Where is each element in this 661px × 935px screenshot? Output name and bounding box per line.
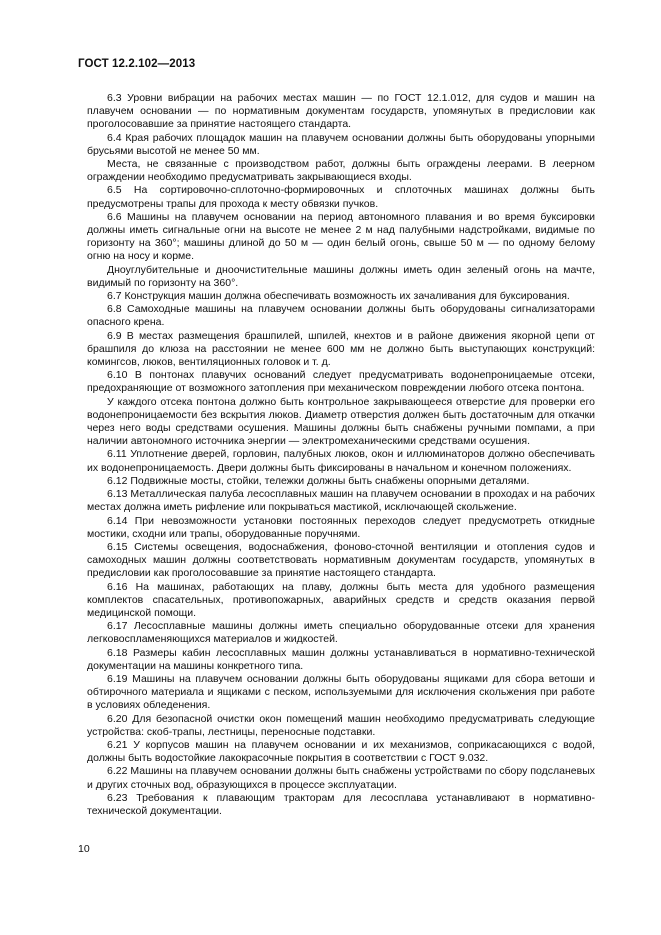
paragraph-6-14: 6.14 При невозможности установки постоянных переходов следует предусмотреть откидные мостики, сходни или трапы, оборудованные поручнями. (87, 514, 595, 540)
paragraph-6-10-compartments: У каждого отсека понтона должно быть контрольное закрывающееся отверстие для проверки его водонепроницаемости без вскрытия люков. Диаметр отверстия должен быть достаточным для откачки через него воды средствами осушения. Машины должны быть снабжены ручными помпами, а при наличии автономного источника энергии — электромеханическими средствами осушения. (87, 395, 595, 448)
page-number: 10 (78, 843, 90, 855)
paragraph-6-11: 6.11 Уплотнение дверей, горловин, палубных люков, окон и иллюминаторов должно обеспечивать их водонепроницаемость. Двери должны быть фиксированы в начальном и конечном положениях. (87, 448, 595, 474)
paragraph-6-4: 6.4 Края рабочих площадок машин на плавучем основании должны быть оборудованы упорными брусьями высотой не менее 50 мм. (87, 131, 595, 157)
paragraph-6-4-railings: Места, не связанные с производством работ, должны быть ограждены леерами. В леерном ограждении необходимо предусматривать закрывающиеся входы. (87, 158, 595, 184)
paragraph-6-6-dredgers: Дноуглубительные и дноочистительные машины должны иметь один зеленый огонь на мачте, видимый по горизонту на 360°. (87, 263, 595, 289)
document-header: ГОСТ 12.2.102—2013 (78, 58, 196, 70)
paragraph-6-21: 6.21 У корпусов машин на плавучем основании и их механизмов, соприкасающихся с водой, должны быть водостойкие лакокрасочные покрытия в соответствии с ГОСТ 9.032. (87, 738, 595, 765)
paragraph-6-6: 6.6 Машины на плавучем основании на период автономного плавания и во время буксировки должны иметь сигнальные огни на высоте не менее 2 м над палубными надстройками, видимые по горизонту на 360°; машины длиной до 50 м — один белый огонь, свыше 50 м — по одному белому огню на носу и корме. (87, 210, 595, 263)
paragraph-6-18: 6.18 Размеры кабин лесосплавных машин должны устанавливаться в нормативно-технической документации на машины конкретного типа. (87, 646, 595, 672)
paragraph-6-16: 6.16 На машинах, работающих на плаву, должны быть места для удобного размещения комплектов спасательных, противопожарных, аварийных средств и средств оказания первой медицинской помощи. (87, 580, 595, 619)
paragraph-6-7: 6.7 Конструкция машин должна обеспечивать возможность их зачаливания для буксирования. (107, 290, 570, 303)
paragraph-6-9: 6.9 В местах размещения брашпилей, шпилей, кнехтов и в районе движения якорной цепи от брашпиля до клюза на расстоянии не менее 600 мм не должно быть выступающих конструкций: комингсов, люков, вентиляционных головок и т. д. (87, 329, 595, 369)
paragraph-6-12: 6.12 Подвижные мосты, стойки, тележки должны быть снабжены опорными деталями. (107, 474, 530, 487)
document-body (87, 92, 595, 818)
paragraph-6-19: 6.19 Машины на плавучем основании должны быть оборудованы ящиками для сбора ветоши и обтирочного материала и ящиками с песком, используемыми для исключения скольжения при работе в условиях обледенения. (87, 672, 595, 712)
paragraph-6-20: 6.20 Для безопасной очистки окон помещений машин необходимо предусматривать следующие устройства: скоб-трапы, лестницы, переносные подставки. (87, 712, 595, 738)
paragraph-6-22: 6.22 Машины на плавучем основании должны быть снабжены устройствами по сбору подсланевых и других сточных вод, образующихся в процессе эксплуатации. (87, 765, 595, 791)
paragraph-6-23: 6.23 Требования к плавающим тракторам для лесосплава устанавливают в нормативно-технической документации. (87, 791, 595, 817)
paragraph-6-15: 6.15 Системы освещения, водоснабжения, фоново-сточной вентиляции и отопления судов и самоходных машин должны соответствовать нормативным документам государств, упомянутых в предисловии как проголосовавшие за принятие настоящего стандарта. (87, 540, 595, 580)
paragraph-6-10: 6.10 В понтонах плавучих оснований следует предусматривать водонепроницаемые отсеки, предохраняющие от возможного затопления при механическом повреждении любого отсека понтона. (87, 369, 595, 395)
paragraph-6-13: 6.13 Металлическая палуба лесосплавных машин на плавучем основании в проходах и на рабочих местах должна иметь рифление или покрываться мастикой, исключающей скольжение. (87, 488, 595, 514)
paragraph-6-3: 6.3 Уровни вибрации на рабочих местах машин — по ГОСТ 12.1.012, для судов и машин на плавучем основании — по нормативным документам государств, упомянутых в предисловии как проголосовавшие за принятие настоящего стандарта. (87, 92, 595, 131)
paragraph-6-5: 6.5 На сортировочно-сплоточно-формировочных и сплоточных машинах должны быть предусмотрены трапы для прохода к месту обвязки пучков. (87, 184, 595, 210)
paragraph-6-17: 6.17 Лесосплавные машины должны иметь специально оборудованные отсеки для хранения легковоспламеняющихся материалов и жидкостей. (87, 620, 595, 646)
paragraph-6-8: 6.8 Самоходные машины на плавучем основании должны быть оборудованы сигнализаторами опасного крена. (87, 303, 595, 329)
